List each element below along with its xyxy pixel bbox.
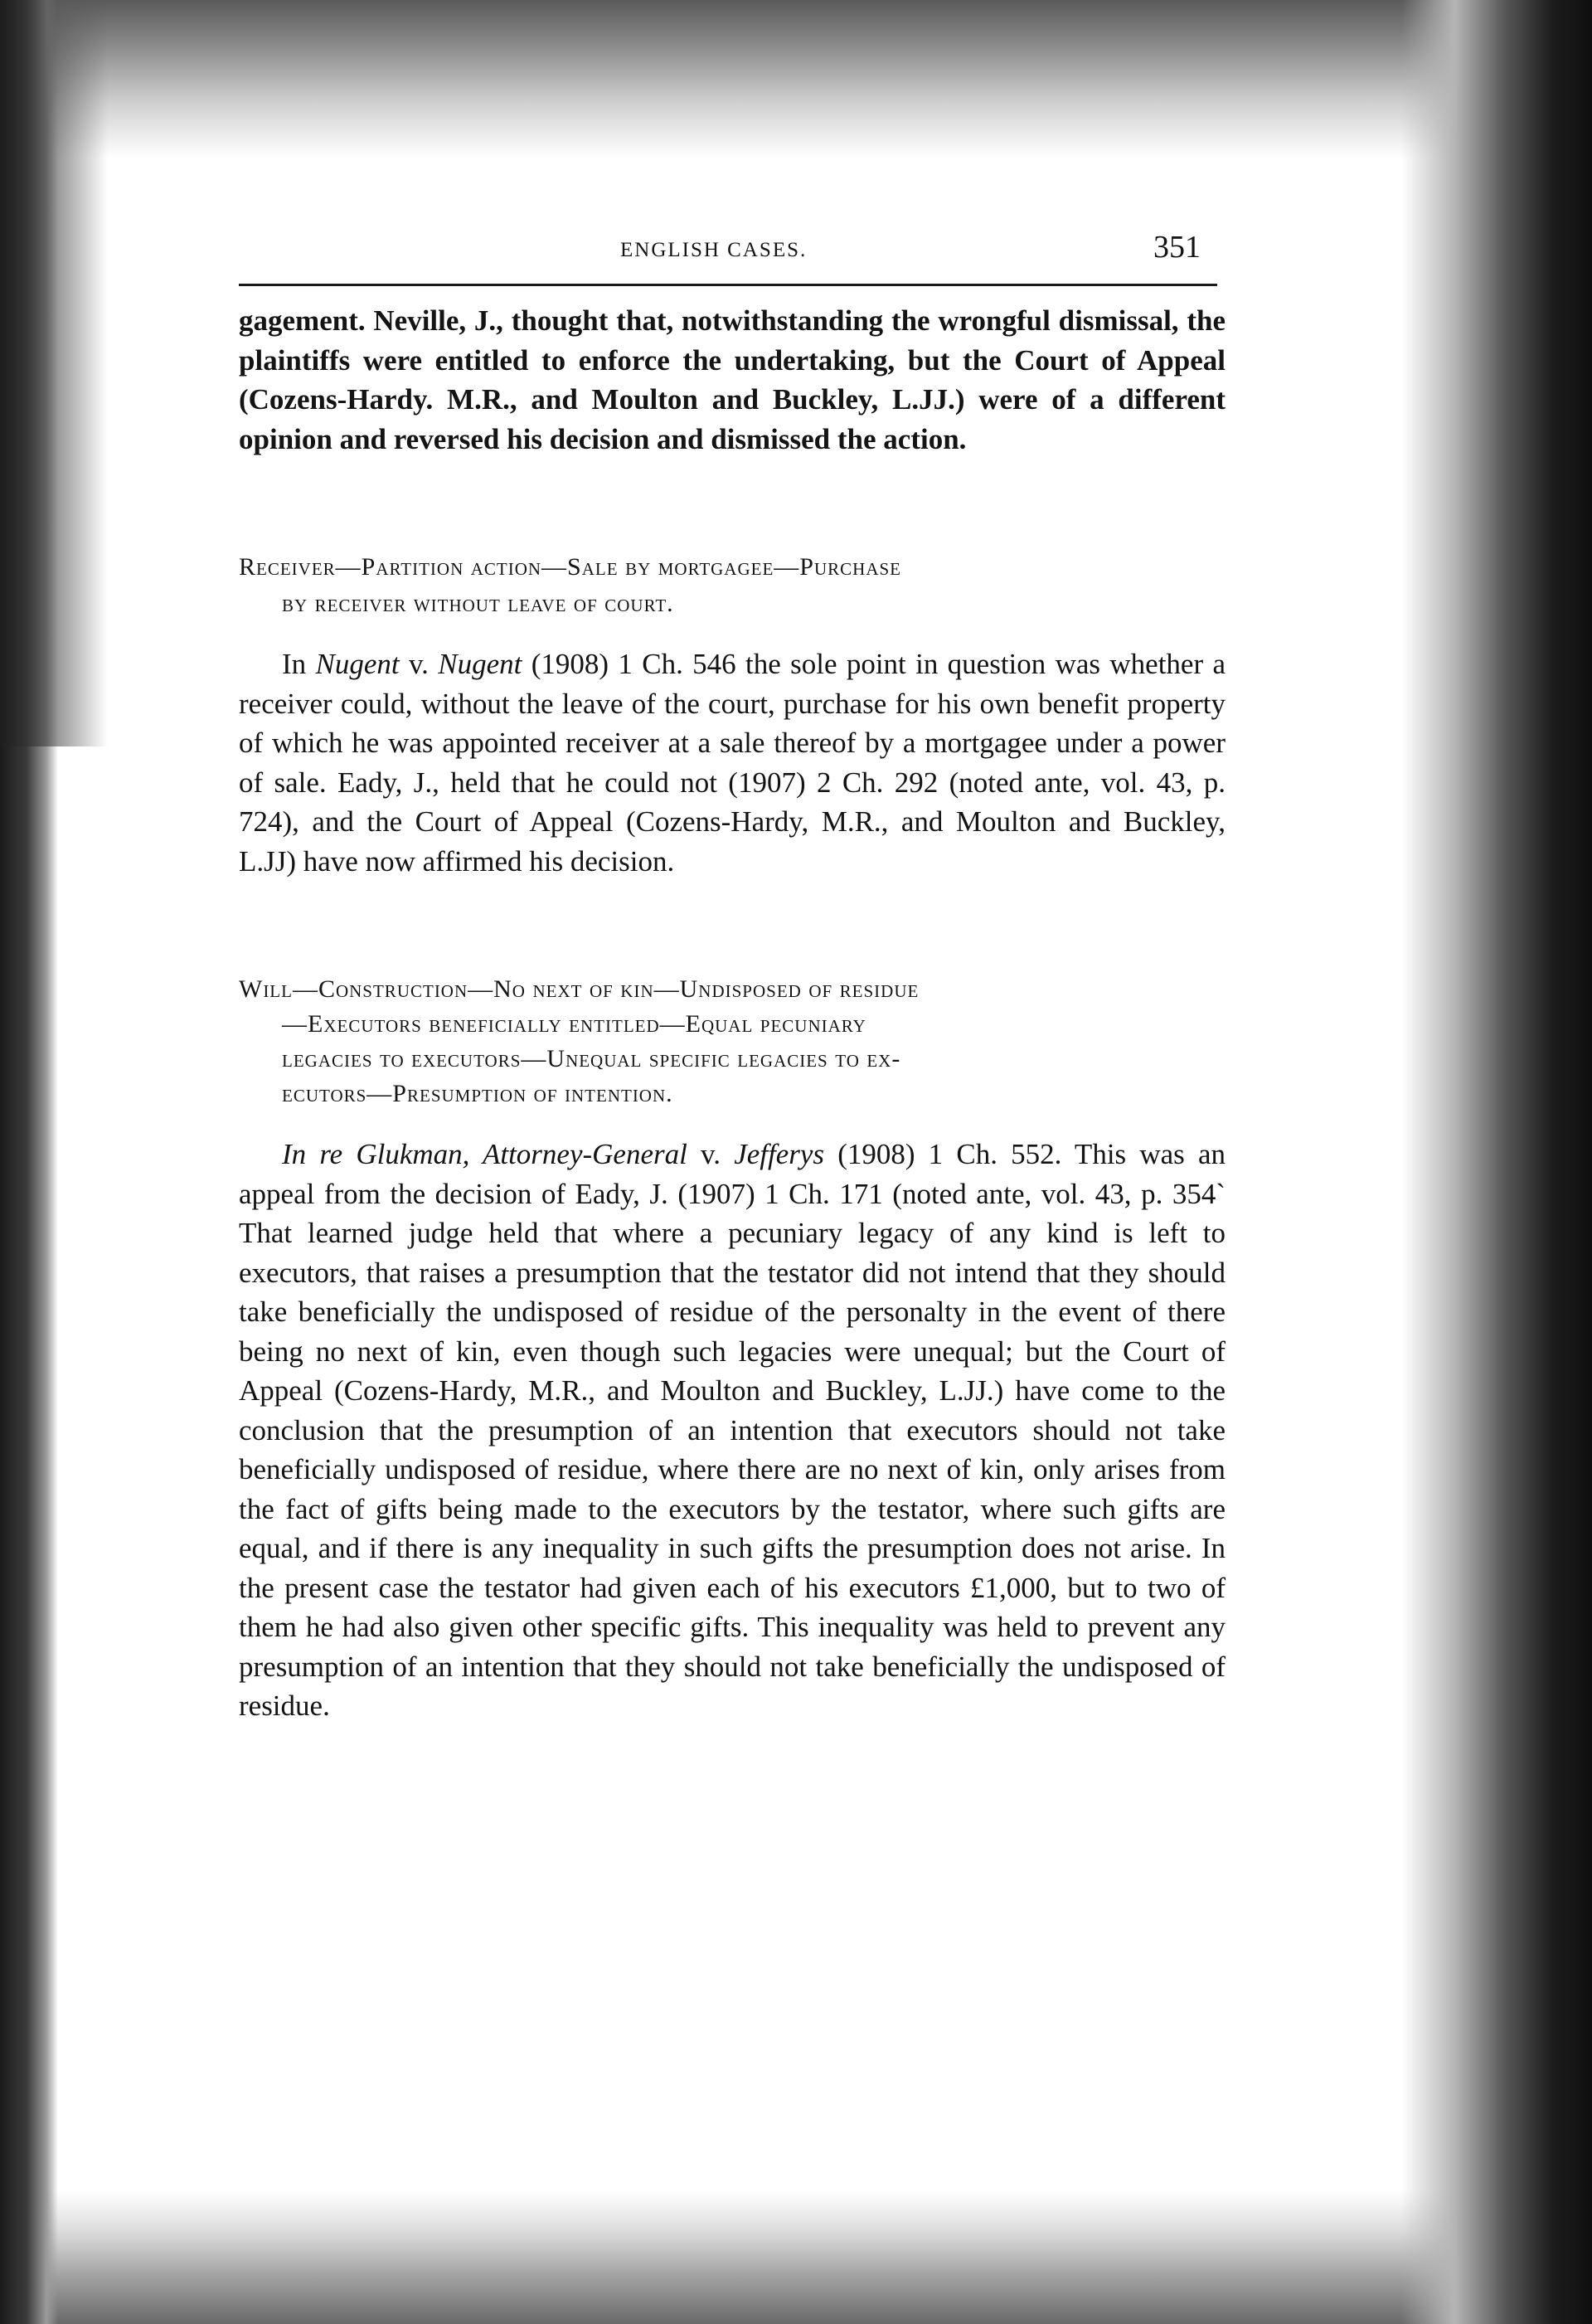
section-heading-receiver [239,550,1226,621]
heading-line: Will—Construction—No next of kin—Undisposed of residue [239,975,920,1003]
section-body-receiver [239,644,1226,881]
body-text: (1908) 1 Ch. 552. This was an appeal from the decision of Eady, J. (1907) 1 Ch. 171 (noted ante, vol. 43, p. 354` That learned judge held that where a pecuniary legacy of any kind is left to executors, that raises a presumption that the testator did not intend that they should take beneficially the undisposed of residue of the personalty in the event of there being no next of kin, even though such legacies were unequal; but the Court of Appeal (Cozens-Hardy, M.R., and Moulton and Buckley, L.JJ.) have come to the conclusion that the presumption of an intention that executors should not take beneficially undisposed of residue, where there are no next of kin, only arises from the fact of gifts being made to the executors by the testator, where such gifts are equal, and if there is any inequality in such gifts the presumption does not arise. In the present case the testator had given each of his executors £1,000, but to two of them he had also given other specific gifts. This inequality was held to prevent any presumption of an intention that they should not take beneficially the undisposed of residue. [239,1138,1226,1722]
body-prefix: In [282,648,316,680]
section-heading-will [239,972,1226,1111]
body-text: (1908) 1 Ch. 546 the sole point in question was whether a receiver could, without the leave of the court, purchase for his own benefit property of which he was appointed receiver at a sale thereof by a mortgagee under a power of sale. Eady, J., held that he could not (1907) 2 Ch. 292 (noted ante, vol. 43, p. 724), and the Court of Appeal (Cozens-Hardy, M.R., and Moulton and Buckley, L.JJ) have now affirmed his decision. [239,648,1226,878]
heading-line: legacies to executors—Unequal specific legacies to ex- [282,1045,901,1072]
heading-line: ecutors—Presumption of intention. [282,1080,673,1107]
case-versus: v. [399,648,439,680]
page-number: 351 [1153,230,1201,265]
heading-line: Receiver—Partition action—Sale by mortgagee—Purchase [239,553,901,581]
section-body-will [239,1135,1226,1726]
heading-line: by receiver without leave of court. [282,590,674,617]
intro-paragraph: gagement. Neville, J., thought that, notwithstanding the wrongful dismissal, the plaintiffs were entitled to enforce the undertaking, but the Court of Appeal (Cozens-Hardy. M.R., and Moulton and Buckley, L.JJ.) were of a different opinion and reversed his decision and dismissed the action. [239,304,1226,455]
heading-line: —Executors beneficially entitled—Equal pecuniary [282,1010,866,1038]
running-title: ENGLISH CASES. [620,239,808,261]
case-party-a: Nugent [315,648,400,680]
scan-shadow-left-upper [0,0,108,746]
case-party-b: Nugent [438,648,522,680]
case-party: Jefferys [734,1138,825,1170]
case-versus: v. [687,1138,735,1170]
scan-shadow-right [1401,0,1592,2324]
header-rule [239,284,1217,286]
scan-shadow-bottom [0,2191,1592,2324]
book-page [239,224,1226,1726]
running-head [239,224,1226,274]
scan-shadow-top [0,0,1592,158]
case-title: In re Glukman, Attorney-General [282,1138,687,1170]
